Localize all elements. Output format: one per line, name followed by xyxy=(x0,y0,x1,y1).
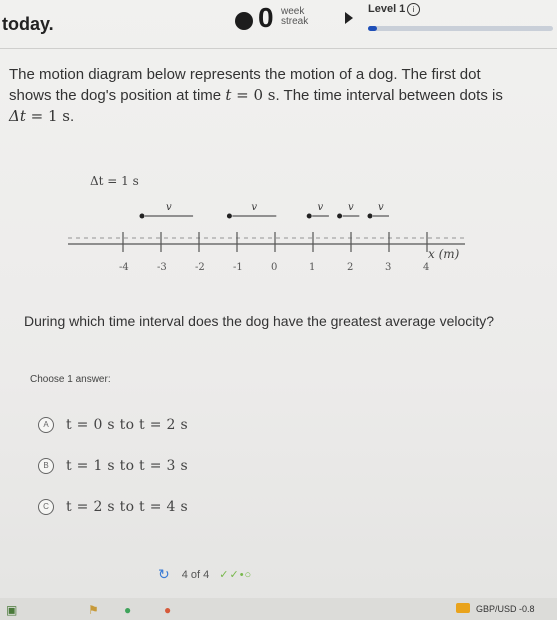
progress-check-icons: ✓✓•○ xyxy=(219,569,253,581)
dt-label: Δt = 1 s xyxy=(90,174,139,188)
position-dot xyxy=(337,214,342,219)
streak-word-week: week xyxy=(281,6,305,17)
question-line-2-tail: . The time interval between dots is xyxy=(275,87,503,104)
level-label: Level 1 xyxy=(368,3,406,15)
taskbar-app-icon[interactable]: ▣ xyxy=(6,603,18,617)
streak-count: 0 xyxy=(258,2,274,33)
info-icon[interactable]: i xyxy=(407,3,420,16)
divider xyxy=(0,48,557,49)
option-a-text: t = 0 s to t = 2 s xyxy=(66,417,188,433)
tick-label: -1 xyxy=(233,262,243,273)
option-c-radio[interactable]: C xyxy=(38,499,54,515)
velocity-label: v xyxy=(317,202,324,213)
equals: = xyxy=(231,86,254,104)
velocity-label: v xyxy=(378,202,384,213)
tick-label: 1 xyxy=(309,262,316,273)
velocity-label: v xyxy=(251,202,258,213)
question-line-1: The motion diagram below represents the motion of a dog. The first dot xyxy=(9,66,481,83)
top-bar xyxy=(0,0,557,50)
level-progress-bar xyxy=(368,26,553,31)
ticker-text: GBP/USD -0.8 xyxy=(476,604,535,614)
period: . xyxy=(70,108,75,125)
taskbar-browser-icon[interactable]: ● xyxy=(124,603,132,617)
level-progress-fill xyxy=(368,26,377,31)
question-text xyxy=(9,64,554,127)
velocity-label: v xyxy=(347,202,354,213)
option-b[interactable] xyxy=(38,455,298,477)
tick-label: 0 xyxy=(271,262,278,273)
prompt-text: During which time interval does the dog have the greatest average velocity? xyxy=(24,313,495,329)
tick-label: -4 xyxy=(119,262,129,273)
ticker-icon xyxy=(456,603,470,613)
tick-label: 2 xyxy=(347,262,354,273)
position-dot xyxy=(140,214,145,219)
refresh-icon[interactable]: ↻ xyxy=(158,566,170,582)
question-line-2-text: shows the dog's position at time xyxy=(9,87,226,104)
tick-label: 3 xyxy=(385,262,392,273)
option-b-radio[interactable]: B xyxy=(38,458,54,474)
value-0s: 0 s xyxy=(253,86,276,104)
streak-word xyxy=(281,7,308,27)
equals: = xyxy=(25,107,48,125)
taskbar xyxy=(0,598,557,620)
option-b-text: t = 1 s to t = 3 s xyxy=(66,458,188,474)
velocity-label: v xyxy=(166,202,172,213)
tick-label: 4 xyxy=(423,262,430,273)
tick-label: -2 xyxy=(195,262,205,273)
var-dt: Δt xyxy=(9,107,26,125)
taskbar-chrome-icon[interactable]: ● xyxy=(164,603,172,617)
axis-label: x (m) xyxy=(428,247,460,261)
today-label: today. xyxy=(2,14,54,34)
taskbar-folder-icon[interactable]: ⚑ xyxy=(88,603,99,617)
option-c[interactable] xyxy=(38,496,298,518)
streak-word-streak: streak xyxy=(281,16,309,27)
question-line-3 xyxy=(9,106,554,127)
choose-label: Choose 1 answer: xyxy=(30,374,111,385)
tick-label: -3 xyxy=(157,262,167,273)
var-t: t xyxy=(225,86,232,104)
pager-count: 4 of 4 xyxy=(181,568,210,581)
value-1s: 1 s xyxy=(47,107,70,125)
streak-icon xyxy=(235,12,253,30)
option-c-text: t = 2 s to t = 4 s xyxy=(66,499,188,515)
question-line-2 xyxy=(9,85,554,106)
motion-diagram xyxy=(0,160,557,300)
play-icon[interactable] xyxy=(345,12,353,24)
option-a-radio[interactable]: A xyxy=(38,417,54,433)
motion-diagram-svg xyxy=(0,160,557,300)
position-dot xyxy=(307,214,312,219)
position-dot xyxy=(368,214,373,219)
position-dot xyxy=(227,214,232,219)
option-a[interactable] xyxy=(38,414,298,436)
pager xyxy=(158,566,252,583)
